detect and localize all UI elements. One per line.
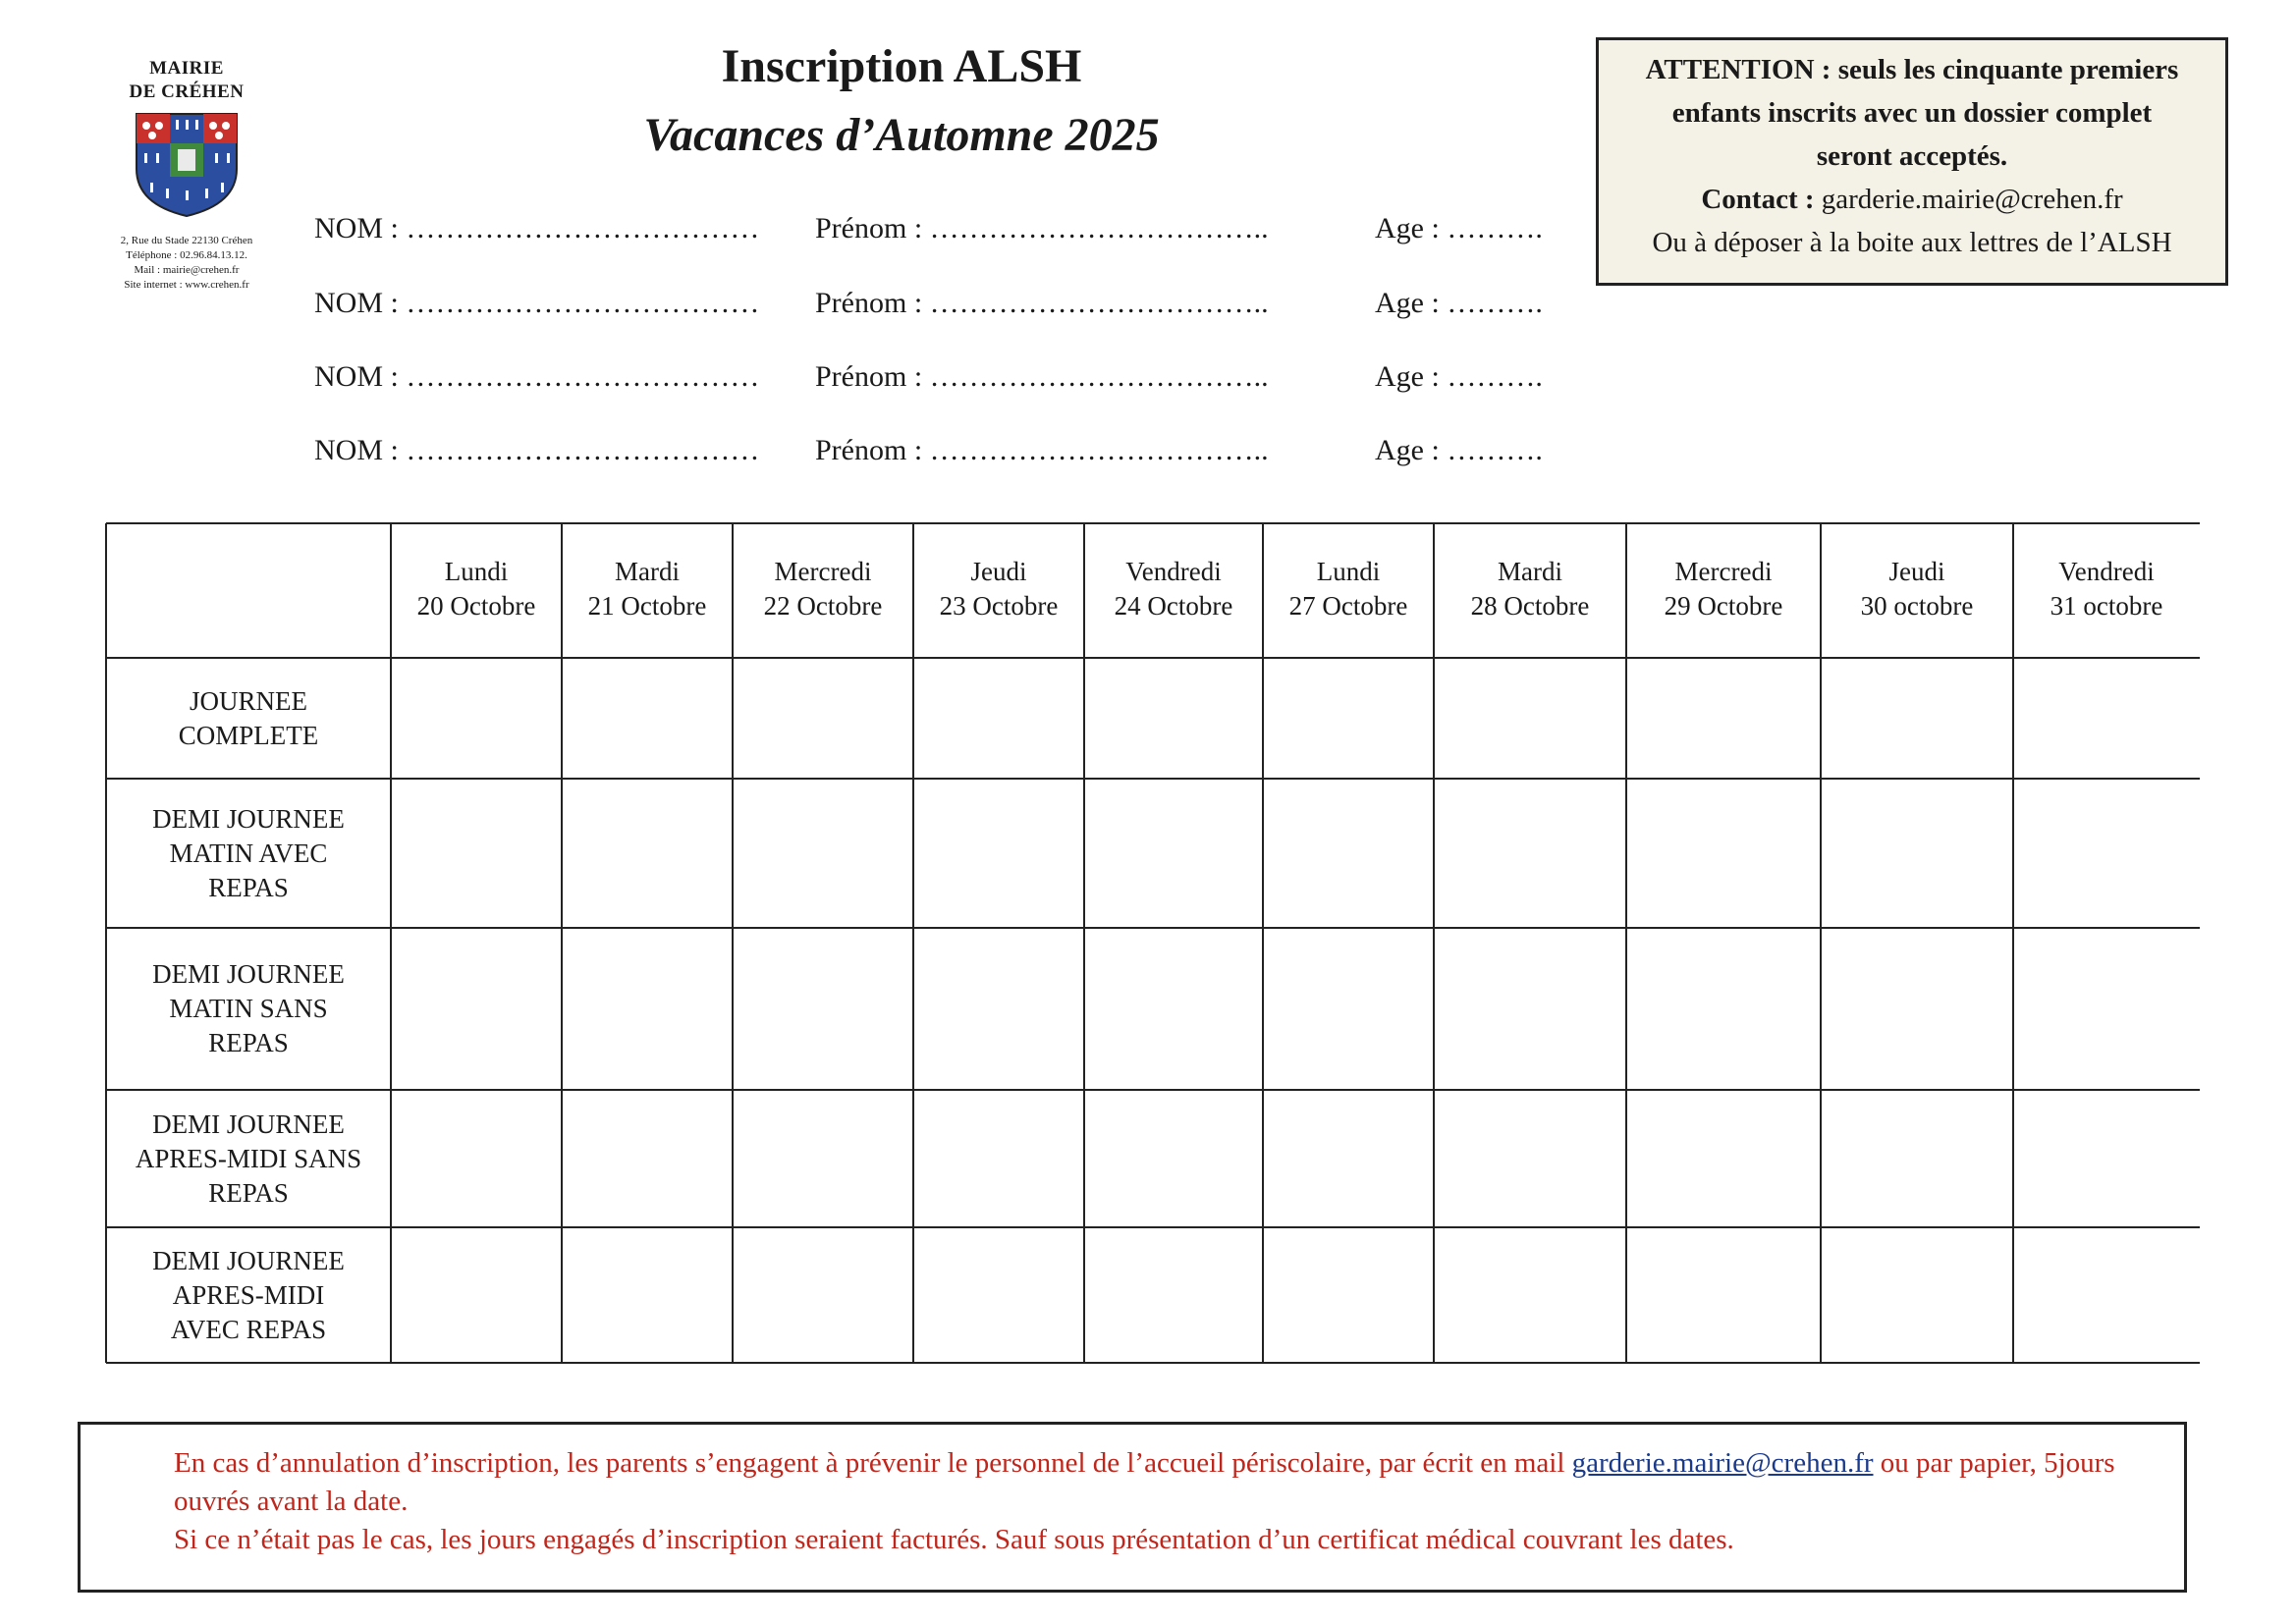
day-name: Mardi xyxy=(1498,557,1562,586)
day-date: 20 Octobre xyxy=(416,591,536,621)
mairie-name-line2: DE CRÉHEN xyxy=(129,81,245,102)
registration-cell[interactable] xyxy=(735,1092,911,1225)
registration-cell[interactable] xyxy=(1265,930,1432,1088)
registration-cell[interactable] xyxy=(1823,1092,2011,1225)
day-name: Mercredi xyxy=(774,557,872,586)
day-name: Lundi xyxy=(444,557,509,586)
registration-cell[interactable] xyxy=(1823,1229,2011,1361)
registration-cell[interactable] xyxy=(735,660,911,777)
mairie-phone: Téléphone : 02.96.84.13.12. xyxy=(126,249,247,261)
row-header-line: DEMI JOURNEE xyxy=(152,1109,345,1139)
mairie-mail: Mail : mairie@crehen.fr xyxy=(134,264,240,276)
day-date: 27 Octobre xyxy=(1288,591,1408,621)
registration-cell[interactable] xyxy=(1436,1229,1624,1361)
contact-label: Contact : xyxy=(1701,184,1815,215)
row-header-line: REPAS xyxy=(208,872,289,902)
row-header xyxy=(106,802,391,905)
registration-cell[interactable] xyxy=(393,1092,560,1225)
row-header-line: AVEC REPAS xyxy=(170,1314,327,1344)
registration-cell[interactable] xyxy=(1628,1092,1819,1225)
row-header xyxy=(106,1108,391,1211)
day-name: Vendredi xyxy=(1125,557,1222,586)
registration-cell[interactable] xyxy=(1628,930,1819,1088)
registration-cell[interactable] xyxy=(1823,660,2011,777)
row-header-line: DEMI JOURNEE xyxy=(152,1245,345,1275)
note-line1-end: ou par papier, 5jours ouvrés avant la date. xyxy=(174,1447,2115,1517)
registration-cell[interactable] xyxy=(393,660,560,777)
registration-cell[interactable] xyxy=(2015,660,2198,777)
day-header xyxy=(913,555,1084,623)
attention-line3: seront acceptés. xyxy=(1816,140,2008,172)
row-header-line: JOURNEE xyxy=(190,685,307,716)
day-header xyxy=(1084,555,1263,623)
day-date: 22 Octobre xyxy=(763,591,883,621)
row-header-line: REPAS xyxy=(208,1177,289,1208)
registration-cell[interactable] xyxy=(1086,1092,1261,1225)
registration-cell[interactable] xyxy=(1086,930,1261,1088)
nom-field[interactable]: NOM : ……………………………… xyxy=(314,434,760,466)
registration-cell[interactable] xyxy=(1823,930,2011,1088)
attention-line5: Ou à déposer à la boite aux lettres de l’ALSH xyxy=(1652,227,2172,258)
day-name: Vendredi xyxy=(2058,557,2155,586)
row-header-line: DEMI JOURNEE xyxy=(152,803,345,834)
registration-cell[interactable] xyxy=(915,781,1082,926)
day-header xyxy=(1434,555,1626,623)
registration-cell[interactable] xyxy=(1436,781,1624,926)
registration-cell[interactable] xyxy=(1628,781,1819,926)
day-header xyxy=(391,555,562,623)
prenom-field[interactable]: Prénom : …………………………….. xyxy=(815,360,1269,393)
day-date: 23 Octobre xyxy=(939,591,1059,621)
cancellation-note xyxy=(174,1444,2177,1559)
row-header-line: APRES-MIDI SANS xyxy=(135,1143,362,1173)
registration-cell[interactable] xyxy=(1265,781,1432,926)
registration-cell[interactable] xyxy=(735,781,911,926)
registration-cell[interactable] xyxy=(564,1092,731,1225)
registration-cell[interactable] xyxy=(1823,781,2011,926)
day-header xyxy=(562,555,733,623)
note-email-link[interactable]: garderie.mairie@crehen.fr xyxy=(1571,1447,1874,1479)
day-name: Mercredi xyxy=(1674,557,1773,586)
age-field[interactable]: Age : ………. xyxy=(1375,360,1543,393)
registration-cell[interactable] xyxy=(1436,930,1624,1088)
row-header-line: MATIN AVEC xyxy=(169,838,328,868)
day-header xyxy=(733,555,913,623)
day-header xyxy=(1626,555,1821,623)
registration-cell[interactable] xyxy=(2015,1229,2198,1361)
day-name: Lundi xyxy=(1316,557,1381,586)
contact-email[interactable]: garderie.mairie@crehen.fr xyxy=(1814,184,2123,215)
registration-cell[interactable] xyxy=(915,930,1082,1088)
age-field[interactable]: Age : ………. xyxy=(1375,434,1543,466)
note-line1-start: En cas d’annulation d’inscription, les parents s’engagent à prévenir le personnel de l’accueil périscolaire, par écrit en mail xyxy=(174,1447,1572,1479)
day-date: 31 octobre xyxy=(2050,591,2163,621)
row-header xyxy=(106,684,391,753)
registration-cell[interactable] xyxy=(564,781,731,926)
row-header-line: COMPLETE xyxy=(178,720,319,750)
day-date: 21 Octobre xyxy=(587,591,707,621)
registration-cell[interactable] xyxy=(735,930,911,1088)
mairie-site: Site internet : www.crehen.fr xyxy=(124,279,249,291)
row-header-line: APRES-MIDI xyxy=(172,1279,325,1310)
registration-cell[interactable] xyxy=(1086,1229,1261,1361)
prenom-field[interactable]: Prénom : …………………………….. xyxy=(815,434,1269,466)
row-header xyxy=(106,957,391,1060)
prenom-field[interactable]: Prénom : …………………………….. xyxy=(815,212,1269,244)
row-header-line: REPAS xyxy=(208,1028,289,1057)
row-header-line: DEMI JOURNEE xyxy=(152,959,345,989)
nom-field[interactable]: NOM : ……………………………… xyxy=(314,287,760,319)
mairie-address: 2, Rue du Stade 22130 Créhen xyxy=(120,235,253,246)
age-field[interactable]: Age : ………. xyxy=(1375,287,1543,319)
registration-cell[interactable] xyxy=(393,781,560,926)
day-date: 29 Octobre xyxy=(1664,591,1783,621)
registration-cell[interactable] xyxy=(564,1229,731,1361)
registration-cell[interactable] xyxy=(1628,1229,1819,1361)
registration-cell[interactable] xyxy=(2015,781,2198,926)
day-name: Jeudi xyxy=(970,557,1027,586)
day-date: 28 Octobre xyxy=(1470,591,1590,621)
cancellation-note-box xyxy=(78,1422,2187,1593)
prenom-field[interactable]: Prénom : …………………………….. xyxy=(815,287,1269,319)
day-name: Jeudi xyxy=(1888,557,1945,586)
row-header xyxy=(106,1244,391,1347)
registration-cell[interactable] xyxy=(1436,1092,1624,1225)
day-header xyxy=(2013,555,2200,623)
nom-field[interactable]: NOM : ……………………………… xyxy=(314,360,760,393)
age-field[interactable]: Age : ………. xyxy=(1375,212,1543,244)
day-header xyxy=(1263,555,1434,623)
registration-cell[interactable] xyxy=(564,930,731,1088)
attention-line1: ATTENTION : seuls les cinquante premiers xyxy=(1645,54,2179,85)
mairie-name-line1: MAIRIE xyxy=(149,58,224,79)
registration-cell[interactable] xyxy=(2015,930,2198,1088)
attention-line2: enfants inscrits avec un dossier complet xyxy=(1671,97,2153,129)
day-date: 30 octobre xyxy=(1860,591,1974,621)
day-header xyxy=(1821,555,2013,623)
page-subtitle: Vacances d’Automne 2025 xyxy=(643,109,1160,161)
registration-cell[interactable] xyxy=(1265,1229,1432,1361)
registration-cell[interactable] xyxy=(915,1092,1082,1225)
registration-cell[interactable] xyxy=(915,660,1082,777)
registration-cell[interactable] xyxy=(1628,660,1819,777)
page-title: Inscription ALSH xyxy=(721,40,1082,92)
registration-cell[interactable] xyxy=(1086,781,1261,926)
registration-cell[interactable] xyxy=(1265,660,1432,777)
registration-cell[interactable] xyxy=(915,1229,1082,1361)
nom-field[interactable]: NOM : ……………………………… xyxy=(314,212,760,244)
row-header-line: MATIN SANS xyxy=(169,994,328,1023)
day-name: Mardi xyxy=(615,557,680,586)
registration-cell[interactable] xyxy=(735,1229,911,1361)
note-line2: Si ce n’était pas le cas, les jours engagés d’inscription seraient facturés. Sauf sous présentation d’un certificat médical couvrant les dates. xyxy=(174,1524,1734,1555)
registration-cell[interactable] xyxy=(1436,660,1624,777)
registration-cell[interactable] xyxy=(1086,660,1261,777)
day-date: 24 Octobre xyxy=(1114,591,1233,621)
registration-cell[interactable] xyxy=(393,930,560,1088)
registration-cell[interactable] xyxy=(393,1229,560,1361)
registration-cell[interactable] xyxy=(2015,1092,2198,1225)
registration-cell[interactable] xyxy=(564,660,731,777)
registration-cell[interactable] xyxy=(1265,1092,1432,1225)
